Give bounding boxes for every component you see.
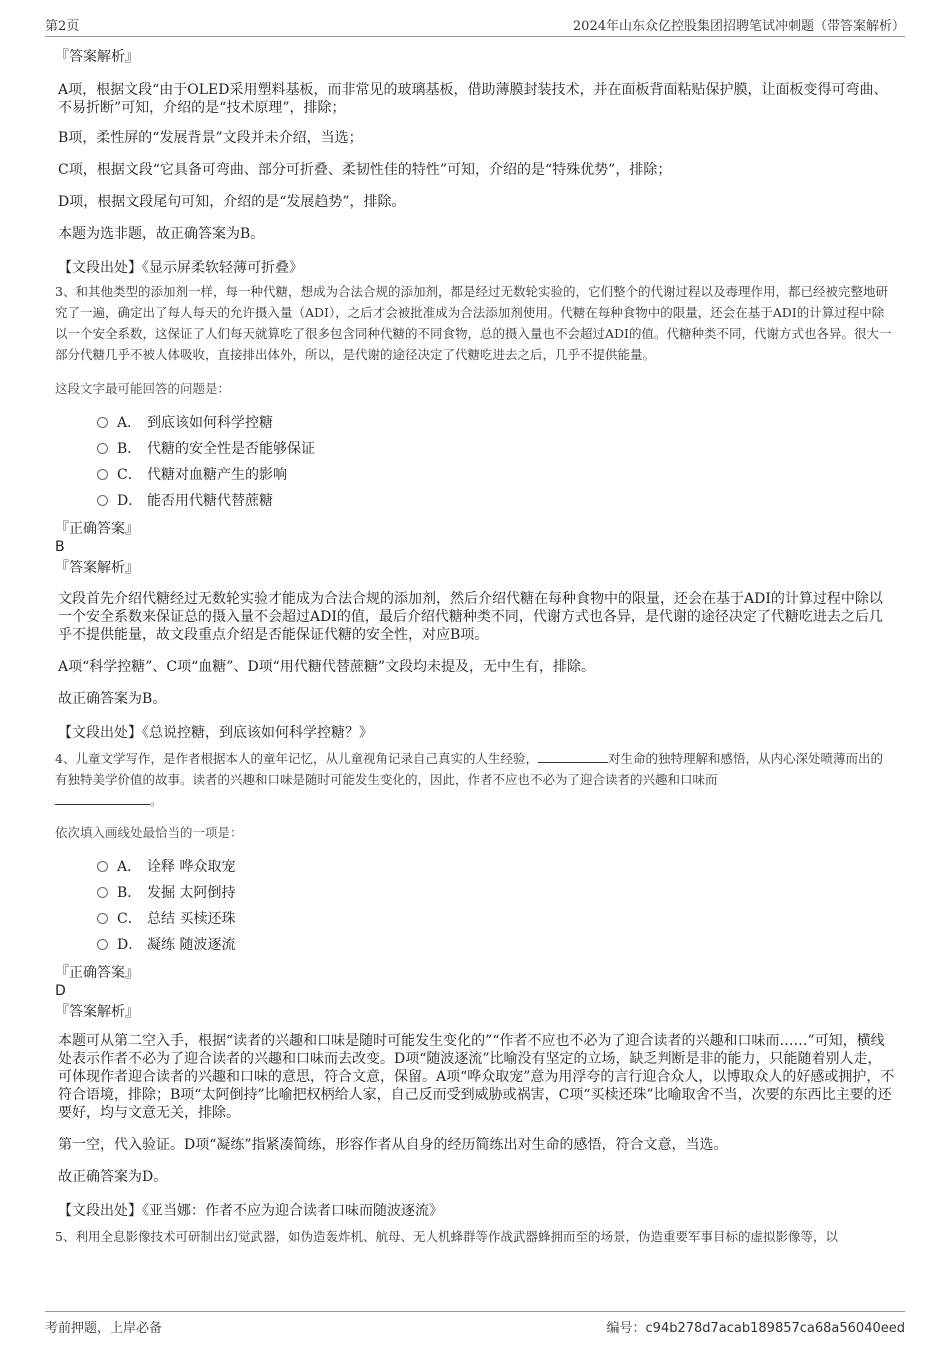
analysis-option-a: A项，根据文段“由于OLED采用塑料基板，而非常见的玻璃基板，借助薄膜封装技术，并在面板背面粘贴保护膜，让面板变得可弯曲、不易折断”可知，介绍的是“技术原理”，排除；: [58, 82, 888, 116]
option-d[interactable]: D． 能否用代糖代替蔗糖: [97, 487, 895, 513]
analysis-paragraph: 文段首先介绍代糖经过无数轮实验才能成为合法合规的添加剂，然后介绍代糖在每种食物中的限量，还会在基于ADI的计算过程中除以一个安全系数来保证总的摄入量不会超过ADI的值，最后介绍代糖种类不同，代谢方式也各异，是代谢的途径决定了代糖吃进去之后几乎不提供能量，故文段重点介绍是否能保证代糖的安全性，对应B项。: [58, 591, 883, 643]
option-c[interactable]: C． 总结 买椟还珠: [97, 905, 895, 931]
radio-icon[interactable]: [97, 939, 108, 950]
correct-answer: D: [55, 983, 66, 999]
fill-blank-2: [55, 792, 150, 805]
question-3-options: [55, 409, 895, 513]
analysis-conclusion: 本题为选非题，故正确答案为B。: [58, 226, 265, 242]
question-4-text: 4、儿童文学写作，是作者根据本人的童年记忆，从儿童视角记录自己真实的人生经验， 对生命的独特理解和感悟，从内心深处喷薄而出的有独特美学价值的故事。读者的兴趣和口味是随时可能发生变化的，因此，作者不应也不必为了迎合读者的兴趣和口味而 。: [55, 751, 883, 808]
question-4-options: [55, 853, 895, 957]
analysis-option-d: D项，根据文段尾句可知，介绍的是“发展趋势”，排除。: [58, 194, 406, 210]
question-3-prompt: 这段文字最可能回答的问题是：: [55, 381, 231, 396]
option-d[interactable]: D． 凝练 随波逐流: [97, 931, 895, 957]
question-3-text: 3、和其他类型的添加剂一样，每一种代糖，想成为合法合规的添加剂，都是经过无数轮实验的，它们整个的代谢过程以及毒理作用，都已经被完整地研究了一遍，确定出了每人每天的允许摄入量（ADI），之后才会被批准成为合法添加剂使用。代糖在每种食物中的限量，还会在基于ADI的计算过程中除以一个安全系数，这保证了人们每天就算吃了很多包含同种代糖的不同食物，总的摄入量也不会超过ADI的值。代糖种类不同，代谢方式也各异。很大一部分代糖几乎不被人体吸收，直接排出体外，所以，是代谢的途径决定了代糖吃进去之后，几乎不提供能量。: [55, 284, 892, 362]
analysis-paragraph: 本题可从第二空入手，根据“读者的兴趣和口味是随时可能发生变化的”“作者不应也不必为了迎合读者的兴趣和口味而……”可知，横线处表示作者不必为了迎合读者的兴趣和口味而去改变。D项“随波逐流”比喻没有坚定的立场，缺乏判断是非的能力，只能随着别人走，可体现作者迎合读者的兴趣和口味的意思，符合文意，保留。A项“哗众取宠”意为用浮夸的言行迎合众人，以博取众人的好感或拥护，不符合语境，排除；B项“太阿倒持”比喻把权柄给人家，自己反而受到威胁或祸害，C项“买椟还珠”比喻取舍不当，次要的东西比主要的还要好，均与文意无关，排除。: [58, 1033, 895, 1121]
option-b[interactable]: B． 发掘 太阿倒持: [97, 879, 895, 905]
analysis-conclusion: 故正确答案为D。: [58, 1169, 168, 1185]
page-header: [45, 12, 905, 37]
analysis-label: 『答案解析』: [55, 560, 139, 576]
source-citation: 【文段出处】《总说控糖，到底该如何科学控糖？》: [58, 725, 373, 741]
analysis-paragraph: 第一空，代入验证。D项“凝练”指紧凑简练，形容作者从自身的经历简练出对生命的感悟，符合文意，当选。: [58, 1137, 728, 1153]
analysis-option-b: B项，柔性屏的“发展背景”文段并未介绍，当选；: [58, 130, 363, 146]
page-footer: [45, 1311, 905, 1336]
analysis-label: 『答案解析』: [55, 49, 139, 65]
question-4-prompt: 依次填入画线处最恰当的一项是：: [55, 825, 243, 840]
option-b[interactable]: B． 代糖的安全性是否能够保证: [97, 435, 895, 461]
analysis-conclusion: 故正确答案为B。: [58, 691, 167, 707]
fill-blank-1: [538, 750, 608, 763]
analysis-option-c: C项，根据文段“它具备可弯曲、部分可折叠、柔韧性佳的特性”可知，介绍的是“特殊优势”，排除；: [58, 162, 672, 178]
page-content: [55, 45, 895, 1247]
radio-icon[interactable]: [97, 887, 108, 898]
analysis-paragraph: A项“科学控糖”、C项“血糖”、D项“用代糖代替蔗糖”文段均未提及，无中生有，排除。: [58, 659, 595, 675]
radio-icon[interactable]: [97, 913, 108, 924]
analysis-label: 『答案解析』: [55, 1004, 139, 1020]
footer-slogan: 考前押题，上岸必备: [45, 1321, 163, 1336]
radio-icon[interactable]: [97, 443, 108, 454]
radio-icon[interactable]: [97, 417, 108, 428]
correct-answer: B: [55, 539, 65, 555]
document-title: 2024年山东众亿控股集团招聘笔试冲刺题（带答案解析）: [572, 19, 905, 34]
source-citation: 【文段出处】《显示屏柔软轻薄可折叠》: [58, 260, 303, 276]
correct-answer-label: 『正确答案』: [55, 965, 139, 981]
document-code: 编号：c94b278d7acab189857ca68a56040eed: [606, 1321, 905, 1336]
option-a[interactable]: A． 诠释 哗众取宠: [97, 853, 895, 879]
radio-icon[interactable]: [97, 495, 108, 506]
radio-icon[interactable]: [97, 861, 108, 872]
option-a[interactable]: A． 到底该如何科学控糖: [97, 409, 895, 435]
option-c[interactable]: C． 代糖对血糖产生的影响: [97, 461, 895, 487]
page-number: 第2页: [45, 19, 80, 34]
source-citation: 【文段出处】《亚当娜：作者不应为迎合读者口味而随波逐流》: [58, 1203, 443, 1219]
correct-answer-label: 『正确答案』: [55, 521, 139, 537]
radio-icon[interactable]: [97, 469, 108, 480]
question-5-text: 5、利用全息影像技术可研制出幻觉武器，如伪造轰炸机、航母、无人机蜂群等作战武器蜂拥而至的场景，伪造重要军事目标的虚拟影像等，以: [55, 1229, 838, 1244]
